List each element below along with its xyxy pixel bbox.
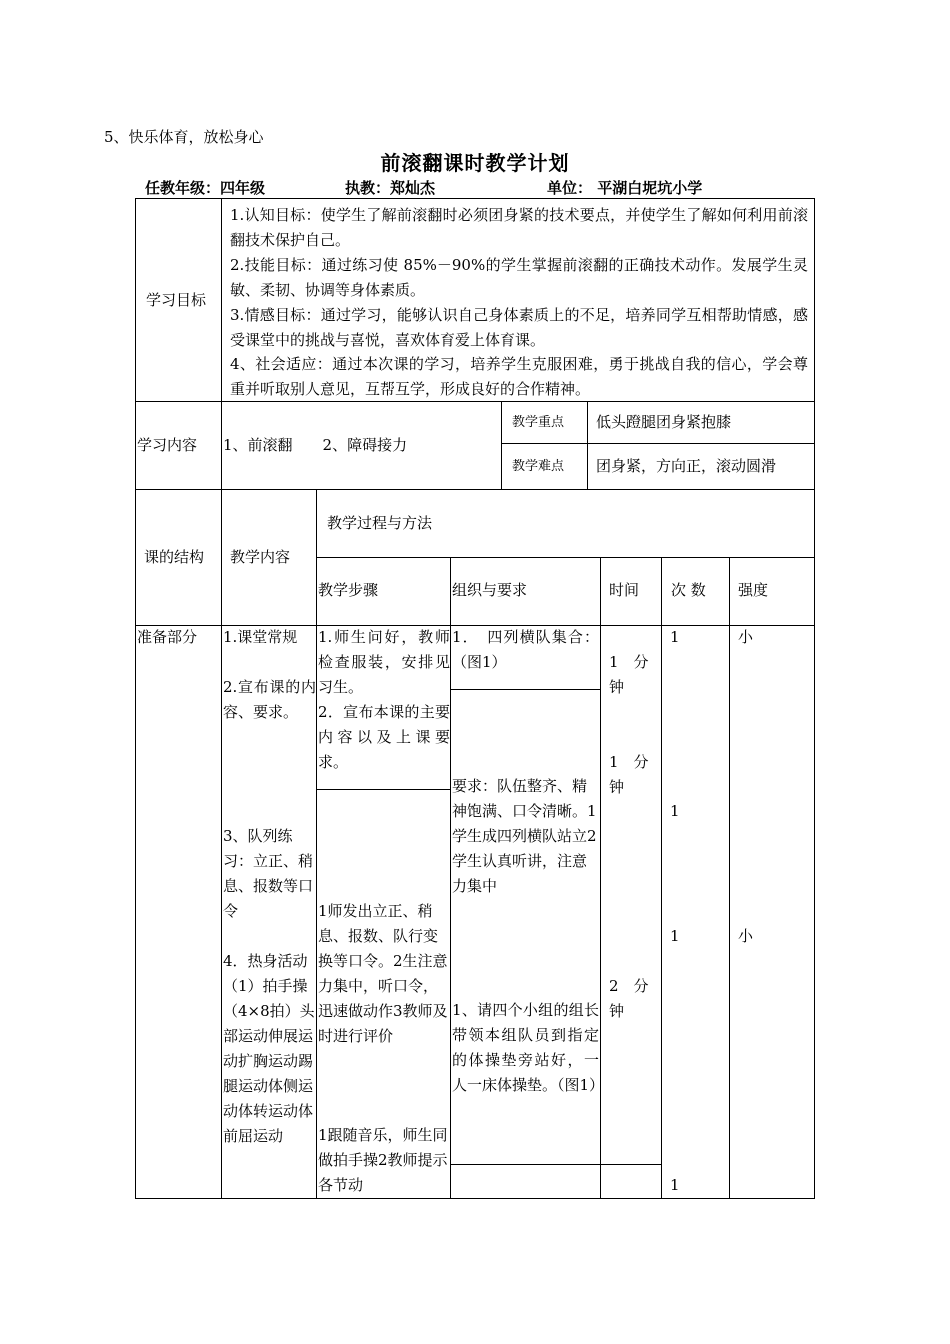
col-process: 教学过程与方法 xyxy=(327,514,433,532)
col-steps: 教学步骤 xyxy=(318,581,379,599)
col-structure: 课的结构 xyxy=(144,548,205,566)
goals-label: 学习目标 xyxy=(146,291,207,309)
prep-count-2: 1 xyxy=(670,802,680,820)
prep-step-4: 1跟随音乐，师生同做拍手操2教师提示各节动 xyxy=(318,1126,448,1194)
teacher-label: 执教：郑灿杰 xyxy=(345,179,436,197)
unit-label: 单位： 平湖白坭坑小学 xyxy=(547,179,703,197)
key-point-value: 低头蹬腿团身紧抱膝 xyxy=(596,413,732,431)
col-time: 时间 xyxy=(609,581,640,599)
goal-skill: 2.技能目标：通过练习使 85%－90%的学生掌握前滚翻的正确技术动作。发展学生灵敏、柔韧、协调等身体素质。 xyxy=(230,256,808,299)
prep-step-1: 1.师生问好，教师检查服装，安排见习生。 xyxy=(318,628,450,696)
prep-org-3: 1、请四个小组的组长带领本组队员到指定的体操垫旁站好，一人一床体操垫。（图1） xyxy=(452,1001,605,1094)
prep-step-2: 2．宣布本课的主要内容以及上课要求。 xyxy=(318,703,450,771)
content-value: 1、前滚翻 2、障碍接力 xyxy=(223,436,408,454)
difficulty-value: 团身紧，方向正，滚动圆滑 xyxy=(596,457,777,475)
prep-time-3: 2 分钟 xyxy=(609,977,649,1020)
prep-content-2: 2.宣布课的内容、要求。 xyxy=(223,678,316,721)
prep-time-2: 1 分钟 xyxy=(609,753,649,796)
grade-label: 任教年级：四年级 xyxy=(145,179,266,197)
col-count: 次 数 xyxy=(671,581,706,599)
prep-count-4: 1 xyxy=(670,1176,680,1194)
prep-content-1: 1.课堂常规 xyxy=(223,628,298,646)
prep-intensity-1: 小 xyxy=(738,628,754,646)
prep-content-4: 4．热身活动（1）拍手操（4×8拍）头部运动伸展运动扩胸运动踢腿运动体侧运动体转运动体前屈运动 xyxy=(223,952,315,1145)
col-teach-content: 教学内容 xyxy=(230,548,291,566)
col-org: 组织与要求 xyxy=(452,581,528,599)
key-point-label: 教学重点 xyxy=(512,415,565,430)
prep-intensity-2: 小 xyxy=(738,927,754,945)
prep-content-3: 3、队列练习：立正、稍息、报数等口令 xyxy=(223,827,314,920)
content-label: 学习内容 xyxy=(137,436,198,454)
goal-social: 4、社会适应：通过本次课的学习，培养学生克服困难，勇于挑战自我的信心，学会尊重并听取别人意见，互帮互学，形成良好的合作精神。 xyxy=(230,355,808,398)
prep-count-1: 1 xyxy=(670,628,680,646)
prep-time-1: 1 分钟 xyxy=(609,653,649,696)
prep-count-3: 1 xyxy=(670,927,680,945)
difficulty-label: 教学难点 xyxy=(512,459,565,474)
prep-org-2: 要求：队伍整齐、精神饱满、口令清晰。1学生成四列横队站立2学生认真听讲，注意力集中 xyxy=(452,777,597,895)
pre-line: 5、快乐体育，放松身心 xyxy=(104,128,264,146)
page-title: 前滚翻课时教学计划 xyxy=(380,151,570,175)
prep-structure: 准备部分 xyxy=(137,628,198,646)
prep-step-3: 1师发出立正、稍息、报数、队行变换等口令。2生注意力集中，听口令，迅速做动作3教师及时进行评价 xyxy=(318,902,448,1045)
prep-org-1: 1． 四列横队集合：（图1） xyxy=(452,628,599,671)
col-intensity: 强度 xyxy=(738,581,769,599)
goal-emotion: 3.情感目标：通过学习，能够认识自己身体素质上的不足，培养同学互相帮助情感，感受课堂中的挑战与喜悦，喜欢体育爱上体育课。 xyxy=(230,306,808,349)
goal-cognitive: 1.认知目标：使学生了解前滚翻时必须团身紧的技术要点，并使学生了解如何利用前滚翻技术保护自己。 xyxy=(230,206,808,249)
